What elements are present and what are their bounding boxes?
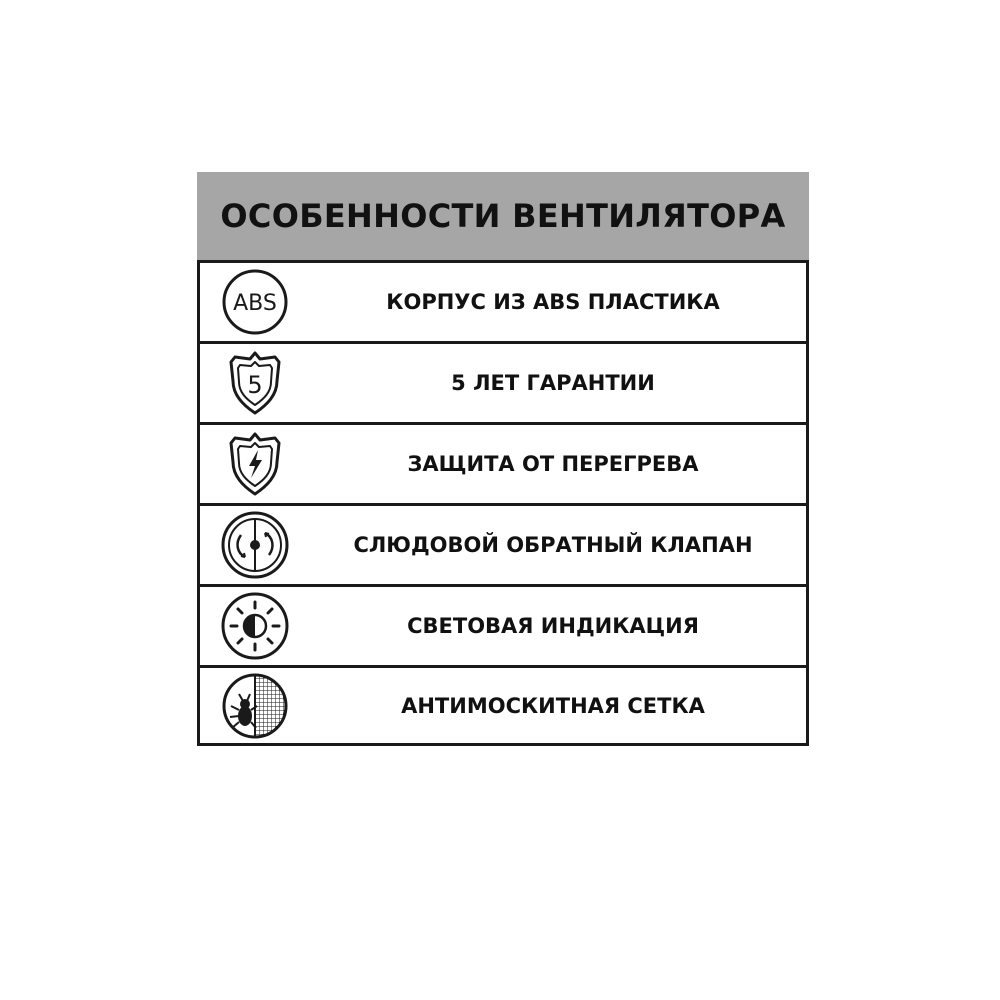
- feature-row-net: [197, 668, 809, 746]
- feature-label: ЗАЩИТА ОТ ПЕРЕГРЕВА: [407, 452, 699, 476]
- feature-row-valve: [197, 506, 809, 587]
- mosquito-net-icon: [215, 670, 295, 742]
- light-indicator-icon: [215, 590, 295, 662]
- feature-row-abs: [197, 260, 809, 344]
- shield-warranty-icon: [215, 347, 295, 419]
- feature-label: СЛЮДОВОЙ ОБРАТНЫЙ КЛАПАН: [353, 533, 753, 557]
- table-title: ОСОБЕННОСТИ ВЕНТИЛЯТОРА: [220, 197, 786, 235]
- feature-row-warranty: [197, 344, 809, 425]
- features-table: [197, 172, 809, 746]
- feature-label: СВЕТОВАЯ ИНДИКАЦИЯ: [407, 614, 699, 638]
- feature-row-overheat: [197, 425, 809, 506]
- feature-row-light: [197, 587, 809, 668]
- feature-label: КОРПУС ИЗ ABS ПЛАСТИКА: [386, 290, 720, 314]
- svg-text:5: 5: [247, 371, 263, 399]
- feature-label: АНТИМОСКИТНАЯ СЕТКА: [401, 693, 705, 718]
- table-header: [197, 172, 809, 260]
- shield-lightning-icon: [215, 428, 295, 500]
- svg-text:ABS: ABS: [233, 291, 277, 316]
- abs-badge-icon: [215, 266, 295, 338]
- check-valve-icon: [215, 509, 295, 581]
- feature-label: 5 ЛЕТ ГАРАНТИИ: [451, 371, 655, 395]
